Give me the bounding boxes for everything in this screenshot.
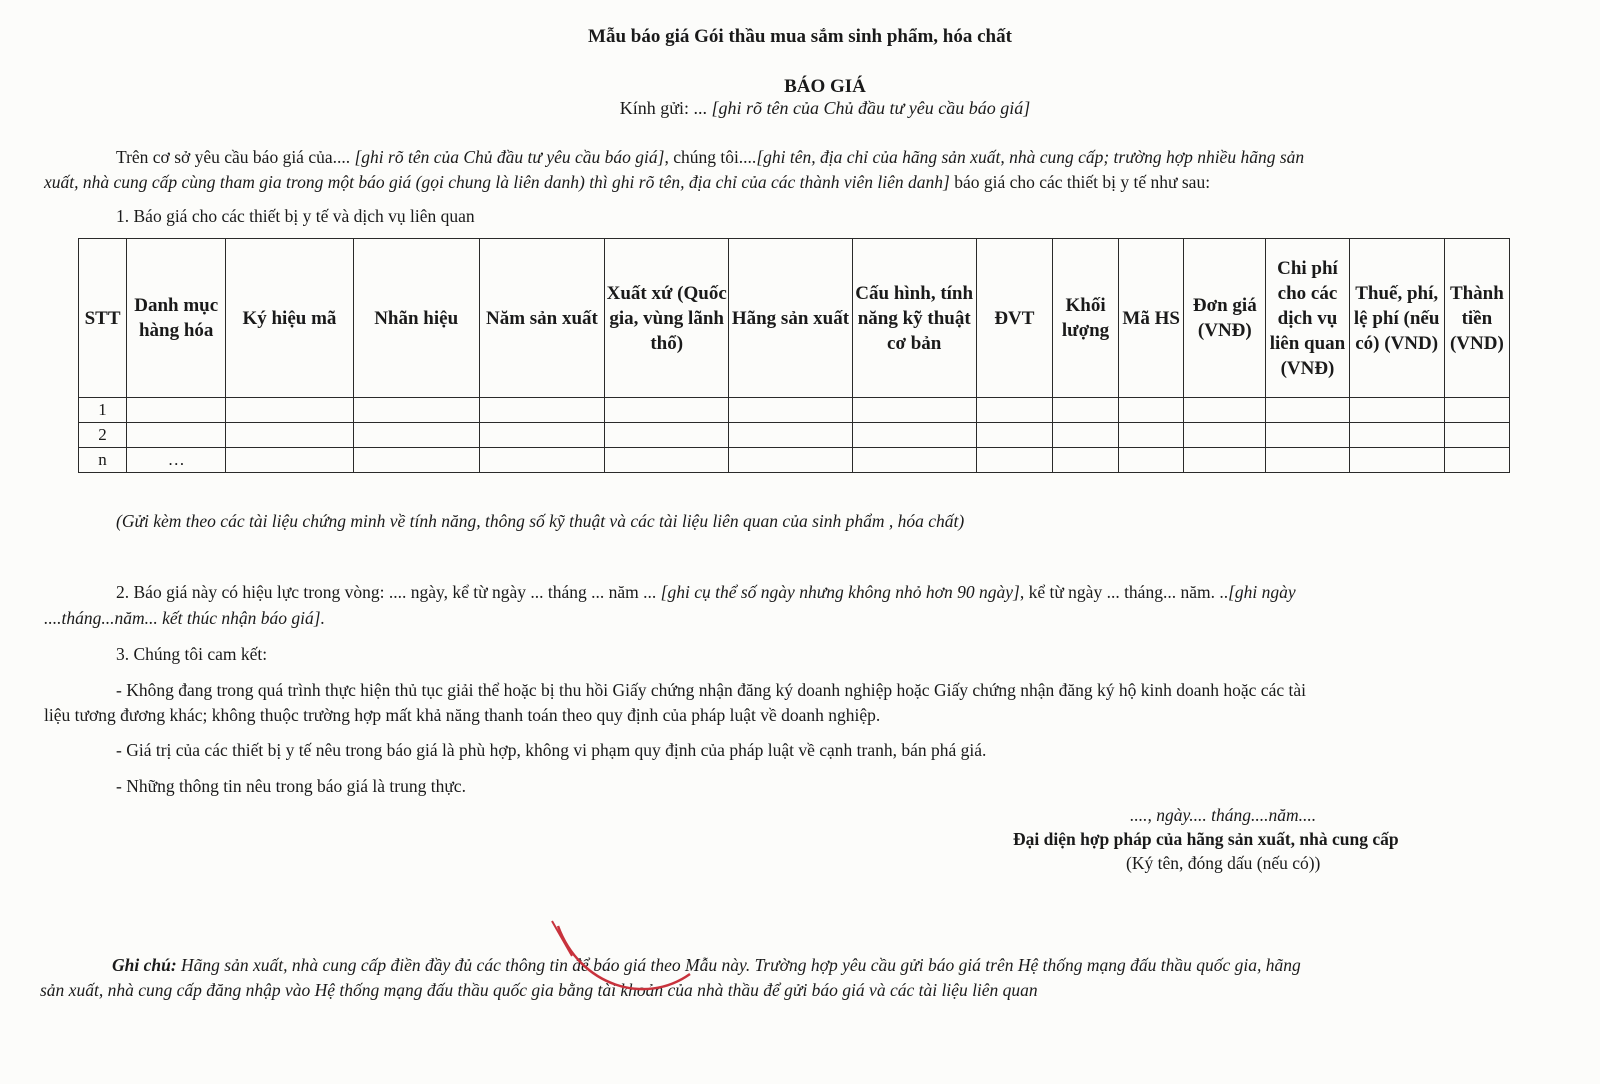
empty-cell: [976, 398, 1052, 423]
attachment-note: [116, 509, 964, 534]
footnote-label: Ghi chú:: [112, 955, 177, 975]
signature-date-text: ...., ngày.... tháng....năm....: [1130, 805, 1317, 825]
commitment-heading: 3. Chúng tôi cam kết:: [116, 644, 268, 664]
item-cell: [127, 423, 226, 448]
footnote-line-2: [40, 978, 1038, 1003]
empty-cell: [1052, 448, 1118, 473]
column-header: Khối lượng: [1052, 239, 1118, 398]
attachment-note-text: (Gửi kèm theo các tài liệu chứng minh về tính năng, thông số kỹ thuật và các tài liệu liên quan của sinh phẩm , hóa chất): [116, 511, 965, 531]
empty-cell: [353, 398, 479, 423]
empty-cell: [852, 423, 976, 448]
empty-cell: [479, 423, 604, 448]
empty-cell: [1119, 398, 1184, 423]
column-header: Hãng sản xuất: [729, 239, 852, 398]
empty-cell: [605, 448, 729, 473]
document-title: Mẫu báo giá Gói thầu mua sắm sinh phẩm, hóa chất: [588, 26, 1012, 47]
empty-cell: [226, 398, 353, 423]
item-cell: [127, 398, 226, 423]
footnote-line-1: [112, 953, 1301, 978]
empty-cell: [852, 448, 976, 473]
validity-text-c: , kể từ ngày ... tháng... năm. ..: [1019, 582, 1229, 602]
recipient-placeholder: [ghi rõ tên của Chủ đầu tư yêu cầu báo giá]: [711, 98, 1031, 118]
empty-cell: [976, 423, 1052, 448]
intro-placeholder-joint: xuất, nhà cung cấp cùng tham gia trong một báo giá (gọi chung là liên danh) thì ghi rõ tên, địa chỉ của các thành viên liên danh]: [44, 172, 950, 192]
row-number-cell: n: [79, 448, 127, 473]
validity-text-a: 2. Báo giá này có hiệu lực trong vòng: .... ngày, kể từ ngày ... tháng ... năm ...: [116, 582, 661, 602]
empty-cell: [852, 398, 976, 423]
empty-cell: [1266, 423, 1349, 448]
validity-placeholder-days: [ghi cụ thể số ngày nhưng không nhỏ hơn 90 ngày]: [660, 582, 1020, 602]
column-header: Cấu hình, tính năng kỹ thuật cơ bản: [852, 239, 976, 398]
empty-cell: [729, 448, 852, 473]
footnote-text-2: sản xuất, nhà cung cấp đăng nhập vào Hệ thống mạng đấu thầu quốc gia bằng tài khoản của nhà thầu để gửi báo giá và các tài liệu liên quan: [40, 980, 1038, 1000]
column-header: Thuế, phí, lệ phí (nếu có) (VND): [1349, 239, 1444, 398]
signature-date: [1130, 805, 1316, 826]
empty-cell: [1266, 398, 1349, 423]
item-cell: …: [127, 448, 226, 473]
signature-subtitle: (Ký tên, đóng dấu (nếu có)): [1126, 853, 1321, 873]
empty-cell: [1444, 398, 1509, 423]
empty-cell: [1184, 398, 1266, 423]
validity-line-1: [116, 580, 1296, 605]
empty-cell: [1184, 448, 1266, 473]
table-row: [79, 448, 1510, 473]
empty-cell: [1444, 423, 1509, 448]
footnote-text-1: Hãng sản xuất, nhà cung cấp điền đầy đủ các thông tin để báo giá theo Mẫu này. Trường hợp yêu cầu gửi báo giá trên Hệ thống mạng đấu thầu quốc gia, hãng: [176, 955, 1301, 975]
empty-cell: [353, 423, 479, 448]
column-header: Năm sản xuất: [479, 239, 604, 398]
commitment-1-line-2: liệu tương đương khác; không thuộc trường hợp mất khả năng thanh toán theo quy định của pháp luật về doanh nghiệp.: [44, 705, 881, 725]
empty-cell: [1119, 448, 1184, 473]
intro-line-1: [116, 145, 1304, 170]
section-1-heading: 1. Báo giá cho các thiết bị y tế và dịch vụ liên quan: [116, 206, 475, 226]
table-row: [79, 398, 1510, 423]
empty-cell: [729, 398, 852, 423]
validity-placeholder-end: ....tháng...năm... kết thúc nhận báo giá].: [44, 608, 325, 628]
intro-text-c: , chúng tôi....: [664, 147, 757, 167]
table-header-row: [79, 239, 1510, 398]
empty-cell: [1349, 398, 1444, 423]
intro-placeholder-supplier: [ghi tên, địa chỉ của hãng sản xuất, nhà cung cấp; trường hợp nhiều hãng sản: [756, 147, 1305, 167]
empty-cell: [353, 448, 479, 473]
recipient-prefix: Kính gửi: ...: [619, 98, 712, 118]
empty-cell: [479, 448, 604, 473]
row-number-cell: 2: [79, 423, 127, 448]
table-row: [79, 423, 1510, 448]
column-header: ĐVT: [976, 239, 1052, 398]
intro-text-a: Trên cơ sở yêu cầu báo giá của....: [116, 147, 355, 167]
empty-cell: [976, 448, 1052, 473]
recipient-line: [0, 98, 1600, 119]
empty-cell: [1349, 423, 1444, 448]
empty-cell: [226, 448, 353, 473]
empty-cell: [226, 423, 353, 448]
red-stamp-mark: [550, 916, 700, 1001]
commitment-3: - Những thông tin nêu trong báo giá là trung thực.: [116, 776, 466, 796]
column-header: STT: [79, 239, 127, 398]
commitment-1-line-1: - Không đang trong quá trình thực hiện thủ tục giải thể hoặc bị thu hồi Giấy chứng nhận đăng ký doanh nghiệp hoặc Giấy chứng nhận đăng ký hộ kinh doanh hoặc các tài: [116, 680, 1306, 700]
intro-text-end: báo giá cho các thiết bị y tế như sau:: [949, 172, 1211, 192]
empty-cell: [605, 423, 729, 448]
commitment-2: - Giá trị của các thiết bị y tế nêu trong báo giá là phù hợp, không vi phạm quy định của pháp luật về cạnh tranh, bán phá giá.: [116, 740, 987, 760]
empty-cell: [1184, 423, 1266, 448]
column-header: Danh mục hàng hóa: [127, 239, 226, 398]
intro-line-2: [44, 170, 1210, 195]
empty-cell: [605, 398, 729, 423]
column-header: Mã HS: [1119, 239, 1184, 398]
row-number-cell: 1: [79, 398, 127, 423]
column-header: Chi phí cho các dịch vụ liên quan (VNĐ): [1266, 239, 1349, 398]
quote-table: [78, 238, 1510, 473]
empty-cell: [1052, 398, 1118, 423]
empty-cell: [1052, 423, 1118, 448]
empty-cell: [1266, 448, 1349, 473]
column-header: Thành tiền (VND): [1444, 239, 1509, 398]
intro-placeholder-investor: [ghi rõ tên của Chủ đầu tư yêu cầu báo giá]: [354, 147, 665, 167]
column-header: Đơn giá (VNĐ): [1184, 239, 1266, 398]
empty-cell: [1119, 423, 1184, 448]
validity-placeholder-date: [ghi ngày: [1228, 582, 1296, 602]
validity-line-2: [44, 606, 325, 631]
column-header: Nhãn hiệu: [353, 239, 479, 398]
column-header: Xuất xứ (Quốc gia, vùng lãnh thổ): [605, 239, 729, 398]
empty-cell: [1444, 448, 1509, 473]
quote-heading: BÁO GIÁ: [784, 76, 866, 97]
empty-cell: [479, 398, 604, 423]
column-header: Ký hiệu mã: [226, 239, 353, 398]
signature-title: Đại diện hợp pháp của hãng sản xuất, nhà cung cấp: [1013, 829, 1399, 849]
empty-cell: [729, 423, 852, 448]
empty-cell: [1349, 448, 1444, 473]
